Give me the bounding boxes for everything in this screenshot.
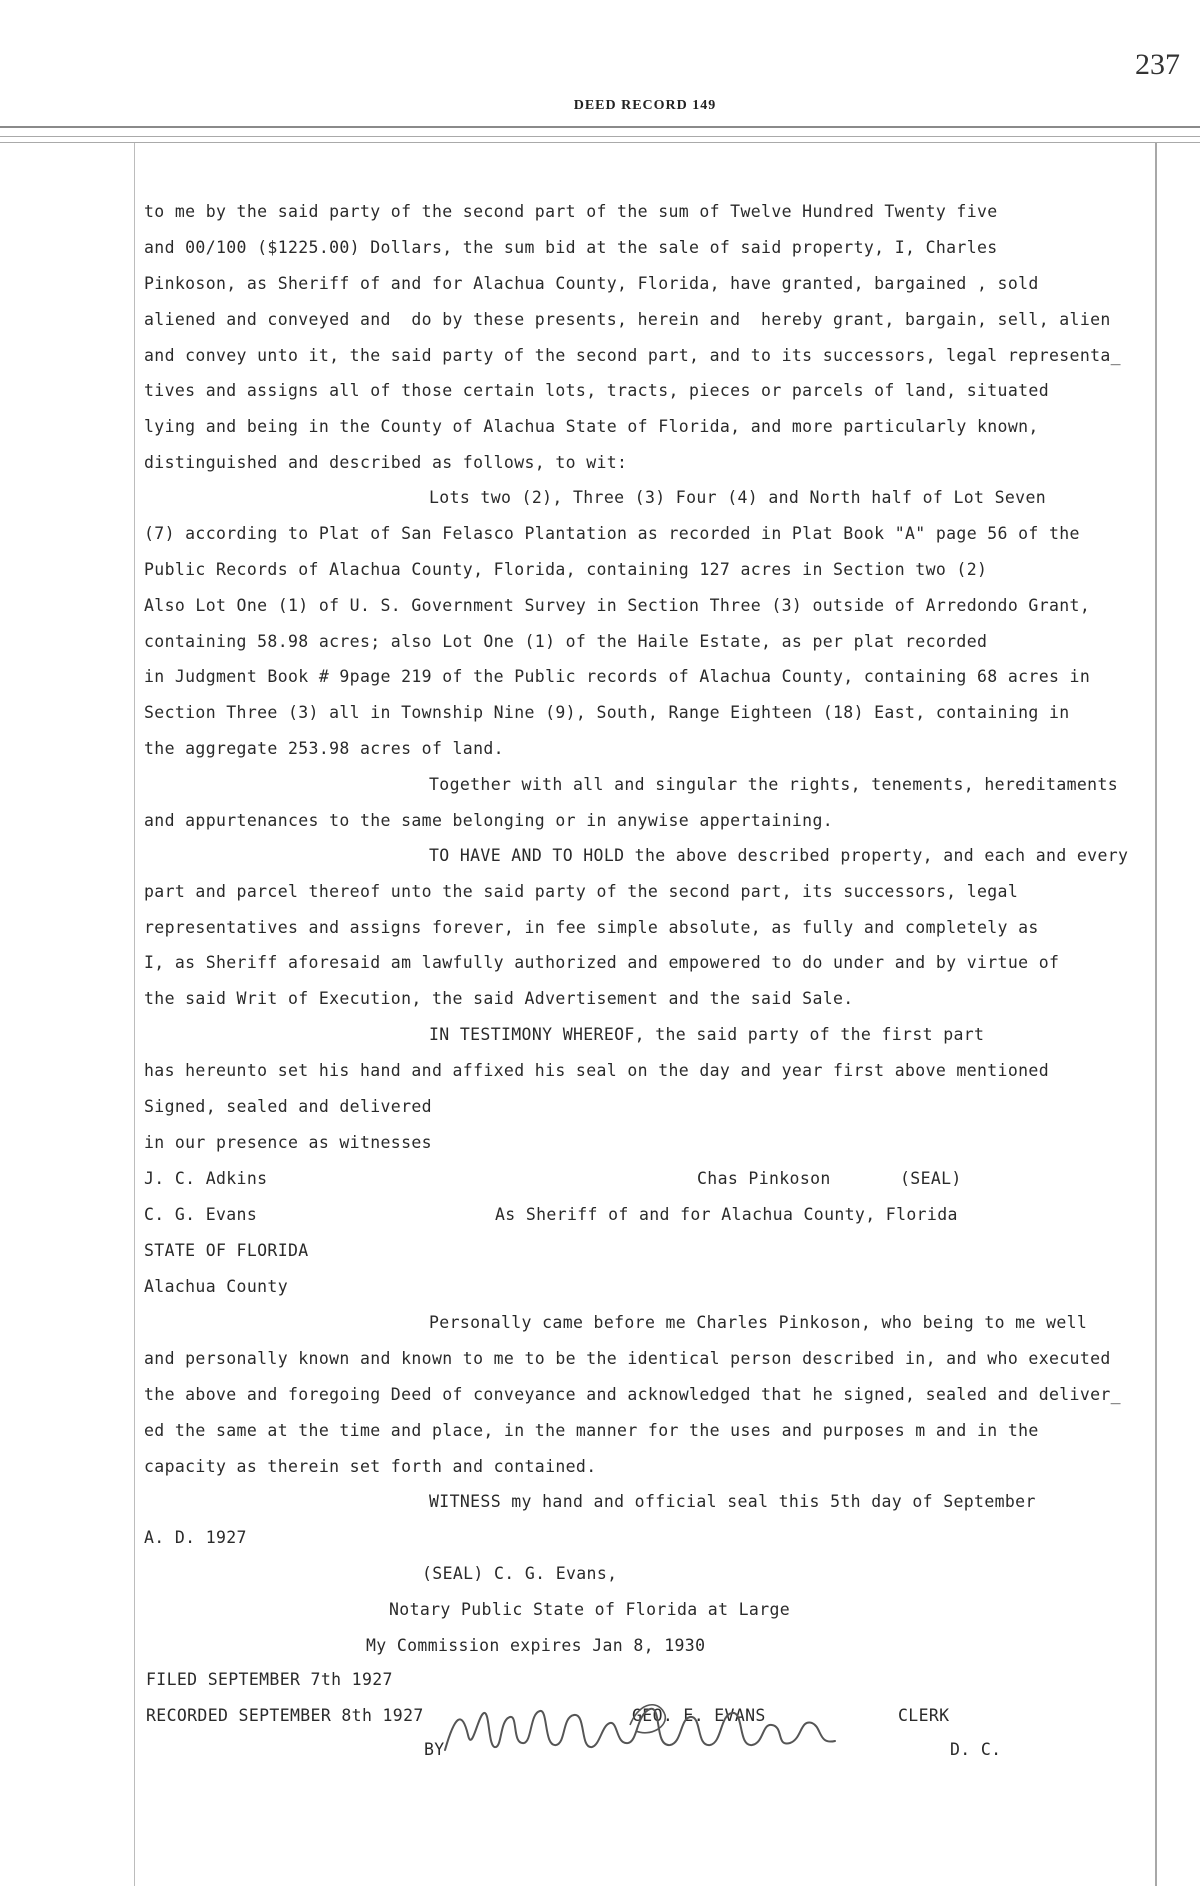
notary-signature: (SEAL) C. G. Evans, [422, 1564, 618, 1583]
venue-state: STATE OF FLORIDA [144, 1241, 309, 1260]
acknowledgment-text-line: ed the same at the time and place, in the manner for the uses and purposes m and in the [144, 1421, 1039, 1440]
grantor-title: As Sheriff of and for Alachua County, Florida [495, 1205, 958, 1224]
deputy-clerk-title: D. C. [950, 1740, 1002, 1759]
deed-text-line: Public Records of Alachua County, Florida, containing 127 acres in Section two (2) [144, 560, 988, 579]
header-rule [0, 126, 1200, 128]
record-title: DEED RECORD 149 [573, 98, 717, 113]
deed-text-line: in Judgment Book # 9page 219 of the Public records of Alachua County, containing 68 acres in [144, 667, 1091, 686]
witness-name: C. G. Evans [144, 1205, 258, 1224]
handwritten-signature-icon [440, 1695, 840, 1765]
page-number: 237 [1135, 48, 1180, 81]
acknowledgment-text-line: Personally came before me Charles Pinkoson, who being to me well [429, 1313, 1088, 1332]
deed-text-line: distinguished and described as follows, to wit: [144, 453, 628, 472]
notary-commission: My Commission expires Jan 8, 1930 [366, 1636, 706, 1655]
header-rule [0, 142, 1200, 143]
by-label: BY [424, 1740, 445, 1759]
acknowledgment-text-line: WITNESS my hand and official seal this 5th day of September [429, 1492, 1036, 1511]
deed-text-line: in our presence as witnesses [144, 1133, 432, 1152]
deed-text-line: has hereunto set his hand and affixed his seal on the day and year first above mentioned [144, 1061, 1049, 1080]
deed-text-line: aliened and conveyed and do by these presents, herein and hereby grant, bargain, sell, alien [144, 310, 1111, 329]
deed-text-line: Lots two (2), Three (3) Four (4) and North half of Lot Seven [429, 488, 1047, 507]
left-margin-line [134, 143, 135, 1886]
acknowledgment-text-line: the above and foregoing Deed of conveyance and acknowledged that he signed, sealed and deliver_ [144, 1385, 1121, 1404]
recorded-date: RECORDED SEPTEMBER 8th 1927 [146, 1706, 424, 1725]
grantor-signature-name: Chas Pinkoson [697, 1169, 831, 1188]
venue-county: Alachua County [144, 1277, 288, 1296]
deed-text-line: I, as Sheriff aforesaid am lawfully authorized and empowered to do under and by virtue of [144, 953, 1060, 972]
deed-text-line: tives and assigns all of those certain lots, tracts, pieces or parcels of land, situated [144, 381, 1049, 400]
notary-title: Notary Public State of Florida at Large [389, 1600, 791, 1619]
deed-text-line: part and parcel thereof unto the said party of the second part, its successors, legal [144, 882, 1019, 901]
witness-name: J. C. Adkins [144, 1169, 268, 1188]
clerk-name: GEO. E. EVANS [632, 1706, 766, 1725]
seal-mark: (SEAL) [900, 1169, 962, 1188]
deed-text-line: TO HAVE AND TO HOLD the above described property, and each and every [429, 846, 1129, 865]
deed-text-line: Section Three (3) all in Township Nine (9), South, Range Eighteen (18) East, containing in [144, 703, 1070, 722]
deed-text-line: (7) according to Plat of San Felasco Plantation as recorded in Plat Book "A" page 56 of the [144, 524, 1080, 543]
filed-date: FILED SEPTEMBER 7th 1927 [146, 1670, 393, 1689]
deed-text-line: the said Writ of Execution, the said Advertisement and the said Sale. [144, 989, 854, 1008]
deed-text-line: Together with all and singular the rights, tenements, hereditaments [429, 775, 1119, 794]
deed-text-line: and convey unto it, the said party of the second part, and to its successors, legal representa_ [144, 346, 1121, 365]
acknowledgment-text-line: and personally known and known to me to be the identical person described in, and who executed [144, 1349, 1111, 1368]
deed-text-line: and 00/100 ($1225.00) Dollars, the sum bid at the sale of said property, I, Charles [144, 238, 998, 257]
deed-text-line: Also Lot One (1) of U. S. Government Survey in Section Three (3) outside of Arredondo Grant, [144, 596, 1091, 615]
right-margin-line [1155, 143, 1157, 1886]
deed-text-line: Signed, sealed and delivered [144, 1097, 432, 1116]
acknowledgment-year: A. D. 1927 [144, 1528, 247, 1547]
deed-text-line: IN TESTIMONY WHEREOF, the said party of the first part [429, 1025, 985, 1044]
deed-text-line: to me by the said party of the second part of the sum of Twelve Hundred Twenty five [144, 202, 998, 221]
deed-text-line: the aggregate 253.98 acres of land. [144, 739, 504, 758]
header-rule [0, 136, 1200, 137]
deed-text-line: representatives and assigns forever, in fee simple absolute, as fully and completely as [144, 918, 1039, 937]
deed-text-line: lying and being in the County of Alachua State of Florida, and more particularly known, [144, 417, 1039, 436]
acknowledgment-text-line: capacity as therein set forth and contained. [144, 1457, 597, 1476]
deed-text-line: and appurtenances to the same belonging or in anywise appertaining. [144, 811, 834, 830]
deed-text-line: Pinkoson, as Sheriff of and for Alachua County, Florida, have granted, bargained , sold [144, 274, 1039, 293]
deed-text-line: containing 58.98 acres; also Lot One (1) of the Haile Estate, as per plat recorded [144, 632, 988, 651]
clerk-title: CLERK [898, 1706, 950, 1725]
